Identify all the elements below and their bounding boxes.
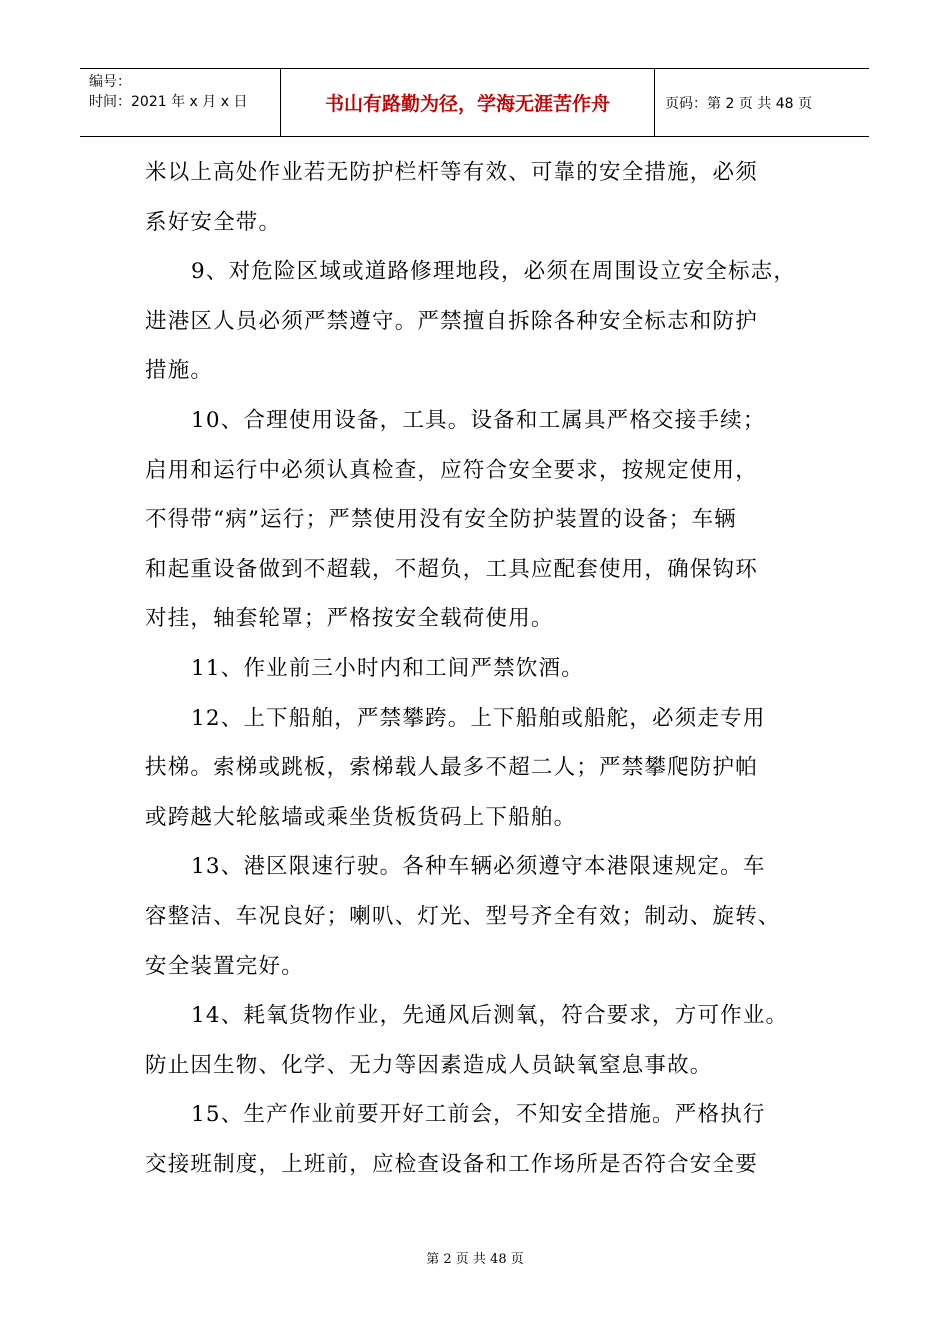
header-page-info: 页码：第 2 页 共 48 页 bbox=[665, 95, 812, 112]
body-line: 不得带“病”运行；严禁使用没有安全防护装置的设备；车辆 bbox=[145, 507, 737, 533]
header-motto: 书山有路勤为径，学海无涯苦作舟 bbox=[281, 69, 655, 136]
body-line: 米以上高处作业若无防护栏杆等有效、可靠的安全措施，必须 bbox=[145, 160, 758, 185]
header-meta bbox=[80, 69, 281, 136]
document-body bbox=[145, 148, 825, 1189]
number-label: 编号： bbox=[89, 74, 131, 90]
body-line: 14、耗氧货物作业，先通风后测氧，符合要求，方可作业。 bbox=[191, 1003, 789, 1029]
body-line: 9、对危险区域或道路修理地段，必须在周围设立安全标志， bbox=[191, 259, 797, 285]
body-line: 或跨越大轮舷墙或乘坐货板货码上下船舶。 bbox=[145, 804, 577, 830]
body-line: 交接班制度，上班前，应检查设备和工作场所是否符合安全要 bbox=[145, 1151, 758, 1177]
body-line: 15、生产作业前要开好工前会，不知安全措施。严格执行 bbox=[191, 1102, 766, 1128]
page-header bbox=[80, 68, 869, 137]
body-line: 容整洁、车况良好；喇叭、灯光、型号齐全有效；制动、旋转、 bbox=[145, 903, 781, 929]
page-footer: 第 2 页 共 48 页 bbox=[426, 1252, 524, 1267]
body-line: 防止因生物、化学、无力等因素造成人员缺氧窒息事故。 bbox=[145, 1052, 713, 1078]
body-line: 和起重设备做到不超载，不超负，工具应配套使用，确保钩环 bbox=[145, 556, 758, 582]
body-line: 13、港区限速行驶。各种车辆必须遵守本港限速规定。车 bbox=[191, 854, 766, 880]
body-line: 11、作业前三小时内和工间严禁饮酒。 bbox=[191, 655, 584, 681]
body-line: 对挂，轴套轮罩；严格按安全载荷使用。 bbox=[145, 606, 554, 632]
body-line: 10、合理使用设备，工具。设备和工属具严格交接手续； bbox=[191, 407, 766, 433]
body-line: 12、上下船舶，严禁攀跨。上下船舶或船舵，必须走专用 bbox=[191, 705, 766, 731]
body-line: 措施。 bbox=[145, 358, 214, 384]
body-line: 系好安全带。 bbox=[145, 209, 282, 235]
body-line: 安全装置完好。 bbox=[145, 953, 304, 979]
body-line: 启用和运行中必须认真检查，应符合安全要求，按规定使用， bbox=[145, 457, 758, 483]
body-line: 扶梯。索梯或跳板，索梯载人最多不超二人；严禁攀爬防护帕 bbox=[145, 755, 758, 781]
body-line: 进港区人员必须严禁遵守。严禁擅自拆除各种安全标志和防护 bbox=[145, 308, 758, 334]
time-label: 时间：2021 年 x 月 x 日 bbox=[89, 94, 248, 110]
